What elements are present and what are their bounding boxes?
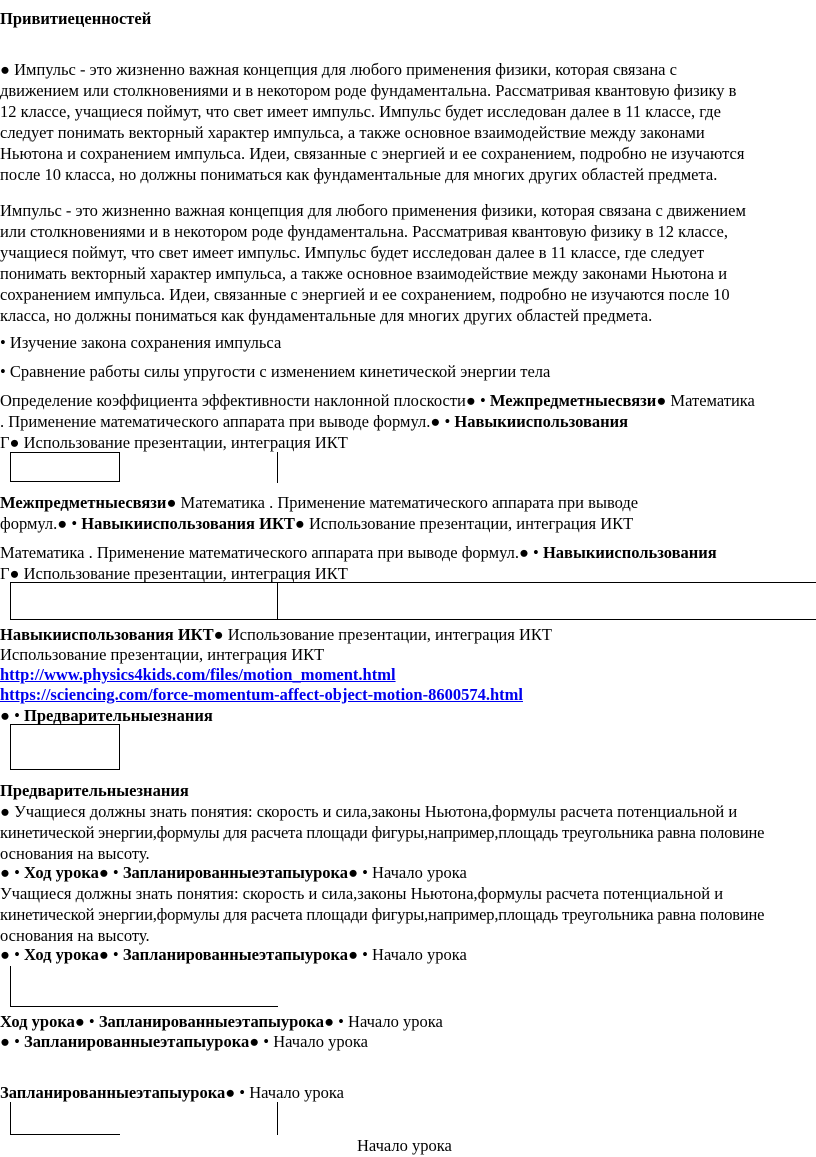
text-run: ● Математика . Применение математического аппарата при выводе — [166, 493, 639, 512]
text-line: понимать векторный характер импульса, а также основное взаимодействие между законами Ньютона и — [0, 264, 728, 283]
bold-run: Предварительныезнания — [24, 706, 213, 725]
text-line: Г● Использование презентации, интеграция ИКТ — [0, 433, 348, 452]
text-line: Г● Использование презентации, интеграция ИКТ — [0, 564, 348, 583]
link-line — [0, 684, 523, 705]
text-line: сохранением импульса. Идеи, связанные с энергией и ее сохранением, подробно не изучаются после 10 — [0, 285, 730, 304]
table-cell-box — [10, 582, 278, 620]
text-line: кинетической энергии,формулы для расчета площади фигуры,например,площадь треугольника равна половине — [0, 823, 765, 842]
bold-run: Запланированныеэтапыурока — [98, 1012, 325, 1031]
text-run: ● • — [0, 706, 24, 725]
bullet-compare: • Сравнение работы силы упругости с изменением кинетической энергии тела — [0, 362, 551, 381]
bold-run: Навыкииспользования ИКТ — [0, 625, 214, 644]
bold-run: Запланированныеэтапыурока — [0, 1083, 226, 1102]
text-run: Определение коэффициента эффективности наклонной плоскости● • — [0, 391, 490, 410]
text-line: или столкновениями и в некотором роде фундаментальна. Рассматривая квантовую физику в 12 классе, — [0, 222, 729, 241]
text-run: ● • — [98, 863, 123, 882]
final-caption: Начало урока — [357, 1136, 452, 1155]
bold-run: Навыкииспользования ИКТ — [81, 514, 295, 533]
table-border-line — [10, 1102, 11, 1135]
table-cell-box — [10, 452, 120, 482]
text-line: учащиеся поймут, что свет имеет импульс. Импульс будет исследован далее в 11 классе, где следует — [0, 243, 705, 262]
text-line — [0, 1011, 443, 1032]
heading: Привитиеценностей — [0, 9, 152, 28]
text-line: после 10 класса, но должны пониматься как фундаментальные для многих других областей предмета. — [0, 165, 718, 184]
text-line — [0, 862, 467, 883]
bold-run: Навыкииспользования — [454, 412, 629, 431]
bold-run: Запланированныеэтапыурока — [122, 945, 349, 964]
text-line: ● Импульс - это жизненно важная концепция для любого применения физики, которая связана с — [0, 60, 677, 79]
bold-run: Ход урока — [24, 945, 99, 964]
text-run: формул.● • — [0, 514, 82, 533]
text-line — [0, 1031, 368, 1052]
text-line — [0, 944, 467, 965]
text-run: ● • — [0, 1032, 24, 1051]
table-cell-box — [10, 724, 120, 770]
text-run: ● Использование презентации, интеграция ИКТ — [294, 514, 634, 533]
text-run: ● • Начало урока — [324, 1012, 443, 1031]
text-line: 12 классе, учащиеся поймут, что свет имеет импульс. Импульс будет исследован далее в 11 классе, где — [0, 102, 721, 121]
text-line — [0, 411, 628, 432]
text-line — [0, 624, 552, 645]
text-line — [0, 705, 213, 726]
text-run: ● Математика — [656, 391, 755, 410]
text-line: кинетической энергии,формулы для расчета площади фигуры,например,площадь треугольника равна половине — [0, 905, 765, 924]
table-border-line — [277, 1102, 278, 1135]
table-cell-box — [277, 582, 816, 620]
text-run: ● • — [98, 945, 123, 964]
text-line: Учащиеся должны знать понятия: скорость и сила,законы Ньютона,формулы расчета потенциальной и — [0, 884, 724, 903]
text-line: Использование презентации, интеграция ИКТ — [0, 645, 325, 664]
bold-run: Запланированныеэтапыурока — [122, 863, 349, 882]
text-run: Математика . Применение математического аппарата при выводе формул.● • — [0, 543, 543, 562]
bold-run: Навыкииспользования — [542, 543, 717, 562]
physics4kids-link[interactable]: http://www.physics4kids.com/files/motion_moment.html — [0, 665, 396, 684]
text-line: следует понимать векторный характер импульса, а также основное взаимодействие между законами — [0, 123, 705, 142]
table-border-line — [10, 966, 11, 1007]
text-run: ● • Начало урока — [348, 945, 467, 964]
text-run: ● • — [74, 1012, 99, 1031]
text-run: ● • — [0, 863, 24, 882]
text-run: ● • Начало урока — [348, 863, 467, 882]
text-line — [0, 513, 633, 534]
text-line: ● Учащиеся должны знать понятия: скорость и сила,законы Ньютона,формулы расчета потенциальной и — [0, 802, 738, 821]
bullet-law: • Изучение закона сохранения импульса — [0, 333, 282, 352]
text-run: ● Использование презентации, интеграция ИКТ — [213, 625, 552, 644]
sciencing-link[interactable]: https://sciencing.com/force-momentum-affect-object-motion-8600574.html — [0, 685, 523, 704]
text-run: ● • Начало урока — [249, 1032, 369, 1051]
text-line — [0, 492, 638, 513]
text-run: ● • Начало урока — [225, 1083, 345, 1102]
text-line: Ньютона и сохранением импульса. Идеи, связанные с энергией и ее сохранением, подробно не изучаются — [0, 144, 745, 163]
table-border-line — [10, 1134, 120, 1135]
text-line — [0, 390, 755, 411]
text-run: . Применение математического аппарата при выводе формул.● • — [0, 412, 455, 431]
text-line: основания на высоту. — [0, 844, 150, 863]
bold-run: Запланированныеэтапыурока — [24, 1032, 250, 1051]
bold-run: Ход урока — [24, 863, 99, 882]
table-border-line — [10, 1006, 278, 1007]
table-border-line — [277, 452, 278, 483]
text-line: Импульс - это жизненно важная концепция для любого применения физики, которая связана с движением — [0, 201, 746, 220]
bold-run: Ход урока — [0, 1012, 75, 1031]
text-run: ● • — [0, 945, 24, 964]
text-line — [0, 1082, 344, 1103]
text-line: движением или столкновениями и в некотором роде фундаментальна. Рассматривая квантовую физику в — [0, 81, 737, 100]
link-line — [0, 664, 396, 685]
section-title: Предварительныезнания — [0, 781, 189, 800]
text-line — [0, 542, 717, 563]
text-line: класса, но должны пониматься как фундаментальные для многих других областей предмета. — [0, 306, 653, 325]
bold-run: Межпредметныесвязи — [0, 493, 167, 512]
text-line: основания на высоту. — [0, 926, 150, 945]
bold-run: Межпредметныесвязи — [489, 391, 657, 410]
